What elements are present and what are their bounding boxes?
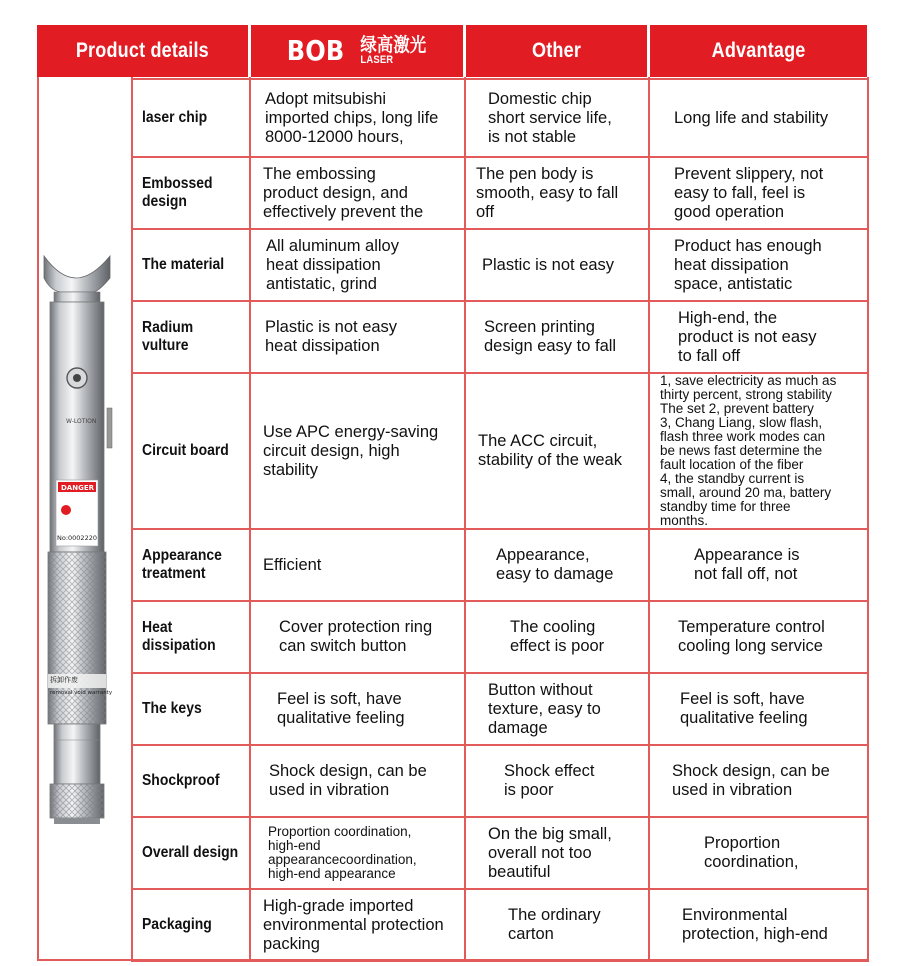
other-cell [466, 373, 648, 529]
bob-cell-text: Feel is soft, have qualitative feeling [277, 690, 405, 727]
advantage-cell [650, 157, 867, 229]
advantage-cell-text: Feel is soft, have qualitative feeling [680, 690, 808, 727]
row-label-text: laser chip [142, 109, 208, 126]
header-advantage [650, 25, 867, 77]
serial-number-text: No:0002220 [57, 534, 97, 542]
bob-cell-text: Proportion coordination, high-end appearancecoordination, high-end appearance [268, 824, 417, 881]
row-label [133, 301, 249, 373]
danger-sticker-text: DANGER [61, 484, 95, 492]
bob-cell-text: The embossing product design, and effectively prevent the [263, 164, 424, 221]
bob-cell-text: Plastic is not easy heat dissipation [265, 318, 398, 355]
bob-cell [251, 817, 464, 889]
other-cell-text: The pen body is smooth, easy to fall off [476, 164, 619, 221]
other-cell [466, 601, 648, 673]
advantage-cell [650, 889, 867, 961]
row-label-text: The material [142, 256, 225, 273]
laser-pointer-image [30, 248, 126, 828]
bob-cell-text: Adopt mitsubishi imported chips, long life 8000-12000 hours, [265, 89, 439, 146]
other-cell [466, 157, 648, 229]
row-label [133, 745, 249, 817]
warranty-chinese-text: 拆卸作废 [50, 676, 78, 684]
bob-cell [251, 601, 464, 673]
other-cell [466, 889, 648, 961]
row-label-text: Packaging [142, 916, 212, 933]
row-label [133, 601, 249, 673]
row-label [133, 229, 249, 301]
row-label-text: Radium vulture [142, 319, 194, 354]
bob-cell-text: Shock design, can be used in vibration [269, 762, 427, 799]
other-cell-text: The cooling effect is poor [510, 618, 605, 655]
advantage-cell [650, 301, 867, 373]
row-label [133, 157, 249, 229]
bob-cell [251, 229, 464, 301]
advantage-cell [650, 673, 867, 745]
other-cell-text: On the big small, overall not too beautiful [488, 824, 612, 881]
svg-text:W-LOTION: W-LOTION [66, 418, 97, 425]
row-label-text: Shockproof [142, 772, 220, 789]
bob-cell [251, 301, 464, 373]
row-label-text: Embossed design [142, 175, 213, 210]
bob-cell [251, 673, 464, 745]
bob-cell-text: Cover protection ring can switch button [279, 618, 433, 655]
row-label [133, 79, 249, 157]
bob-cell [251, 745, 464, 817]
advantage-cell-text: Proportion coordination, [704, 834, 799, 871]
bob-cell [251, 157, 464, 229]
advantage-cell [650, 529, 867, 601]
row-label-text: Overall design [142, 844, 239, 861]
other-cell-text: The ACC circuit, stability of the weak [478, 432, 622, 469]
bob-cell-text: Use APC energy-saving circuit design, high stability [263, 422, 439, 479]
other-cell-text: Appearance, easy to damage [496, 546, 614, 583]
advantage-cell-text: High-end, the product is not easy to fall off [678, 308, 817, 365]
advantage-cell [650, 229, 867, 301]
row-label-text: Appearance treatment [142, 547, 222, 582]
row-label [133, 889, 249, 961]
header-other [466, 25, 647, 77]
bob-cell [251, 889, 464, 961]
logo-mark: BOB [286, 34, 345, 67]
advantage-cell-text: Temperature control cooling long service [678, 618, 825, 655]
bob-cell [251, 79, 464, 157]
row-label [133, 529, 249, 601]
other-cell [466, 229, 648, 301]
other-cell-text: Button without texture, easy to damage [488, 680, 601, 737]
header-advantage-text: Advantage [711, 39, 806, 62]
row-label [133, 673, 249, 745]
advantage-cell-text: Product has enough heat dissipation space, antistatic [674, 236, 822, 293]
bob-cell-text: High-grade imported environmental protection packing [263, 896, 444, 953]
brand-logo [282, 36, 432, 66]
other-cell-text: The ordinary carton [508, 906, 601, 943]
advantage-cell-text: Environmental protection, high-end [682, 906, 828, 943]
row-label-text: Heat dissipation [142, 619, 216, 654]
bob-cell [251, 373, 464, 529]
advantage-cell-text: Long life and stability [674, 108, 829, 127]
header-product-details [37, 25, 248, 77]
other-cell-text: Plastic is not easy [482, 255, 615, 274]
row-label [133, 817, 249, 889]
advantage-cell [650, 601, 867, 673]
row-label-text: Circuit board [142, 442, 229, 459]
other-cell-text: Domestic chip short service life, is not stable [488, 89, 612, 146]
row-label-text: The keys [142, 700, 202, 717]
advantage-cell [650, 745, 867, 817]
advantage-cell-text: Appearance is not fall off, not [694, 546, 800, 583]
other-cell [466, 745, 648, 817]
bob-cell-text: Efficient [263, 555, 322, 574]
bob-cell-text: All aluminum alloy heat dissipation antistatic, grind [266, 236, 399, 293]
other-cell [466, 301, 648, 373]
advantage-cell [650, 373, 867, 529]
other-cell [466, 79, 648, 157]
grid-line [867, 77, 869, 961]
logo-laser-text: LASER [360, 54, 394, 66]
advantage-cell [650, 817, 867, 889]
other-cell-text: Shock effect is poor [504, 762, 595, 799]
warranty-english-text: removal void warranty [50, 690, 113, 696]
bob-cell [251, 529, 464, 601]
advantage-cell-text: Prevent slippery, not easy to fall, feel is good operation [674, 164, 824, 221]
other-cell [466, 673, 648, 745]
advantage-cell [650, 79, 867, 157]
header-brand-logo [251, 25, 463, 77]
other-cell [466, 529, 648, 601]
header-product-details-text: Product details [75, 39, 210, 62]
logo-chinese-text: 绿高激光 [360, 34, 427, 56]
other-cell [466, 817, 648, 889]
advantage-cell-text: Shock design, can be used in vibration [672, 762, 830, 799]
header-other-text: Other [531, 39, 582, 62]
other-cell-text: Screen printing design easy to fall [484, 318, 617, 355]
row-label [133, 373, 249, 529]
advantage-cell-text: 1, save electricity as much as thirty percent, strong stability The set 2, prevent battery 3, Chang Liang, slow flash, flash three work modes can be news fast determine the fault location of the fiber 4, the standby current is small, around 20 ma, battery standby time for three months. [660, 373, 837, 528]
